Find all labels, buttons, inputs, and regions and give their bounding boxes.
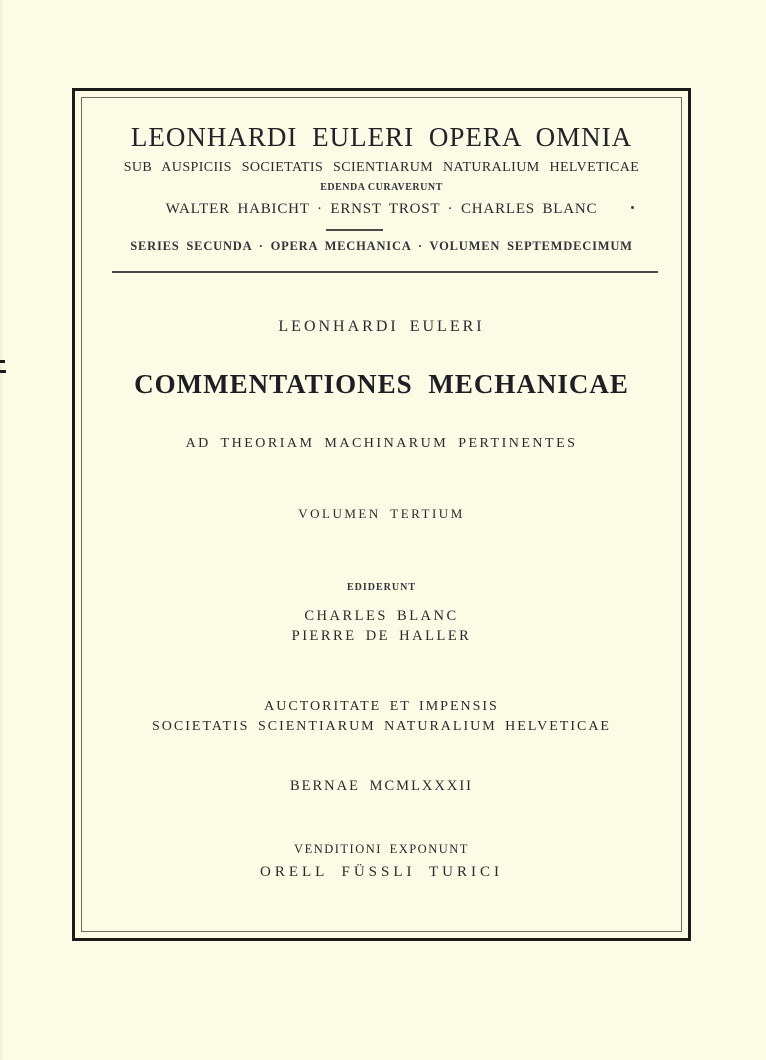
place-and-year: BERNAE MCMLXXXII: [289, 778, 473, 794]
separator-rule-long: [112, 271, 658, 273]
editor-name: PIERRE DE HALLER: [291, 628, 472, 644]
main-subtitle: AD THEORIAM MACHINARUM PERTINENTES: [185, 436, 578, 451]
authority-line: AUCTORITATE ET IMPENSIS: [264, 699, 499, 714]
scan-registration-mark: [0, 370, 6, 373]
general-editors-line: WALTER HABICHT · ERNST TROST · CHARLES BLANC: [165, 201, 598, 217]
scan-edge-shadow: [0, 0, 4, 1060]
series-title: LEONHARDI EULERI OPERA OMNIA: [130, 122, 633, 152]
scan-registration-mark: [0, 360, 5, 363]
edenda-curaverunt-label: EDENDA CURAVERUNT: [320, 182, 443, 193]
page-border-frame: [72, 88, 691, 941]
editor-name: CHARLES BLANC: [304, 608, 459, 624]
main-title: COMMENTATIONES MECHANICAE: [134, 369, 629, 399]
series-volume-line: SERIES SECUNDA · OPERA MECHANICA · VOLUMEN SEPTEMDECIMUM: [130, 239, 633, 253]
separator-rule-short: [326, 229, 383, 231]
distribution-label: VENDITIONI EXPONUNT: [294, 842, 469, 856]
volume-label: VOLUMEN TERTIUM: [298, 506, 465, 521]
ediderunt-label: EDIDERUNT: [346, 582, 416, 593]
series-subtitle: SUB AUSPICIIS SOCIETATIS SCIENTIARUM NATURALIUM HELVETICAE: [123, 160, 640, 175]
author-name: LEONHARDI EULERI: [278, 318, 485, 335]
publisher-name: ORELL FÜSSLI TURICI: [259, 864, 503, 880]
authority-society-line: SOCIETATIS SCIENTIARUM NATURALIUM HELVETICAE: [152, 719, 611, 734]
